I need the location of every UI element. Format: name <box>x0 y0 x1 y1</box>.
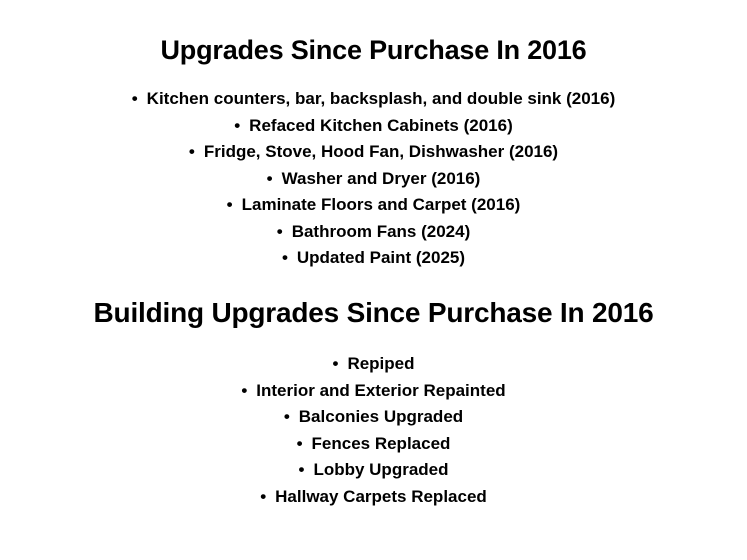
bullet-icon: • <box>131 89 138 109</box>
list-item-label: Fridge, Stove, Hood Fan, Dishwasher (2016) <box>203 142 559 162</box>
list-item-label: Balconies Upgraded <box>298 407 464 427</box>
bullet-icon: • <box>260 486 267 506</box>
list-item-label: Fences Replaced <box>311 433 451 453</box>
list-item <box>0 351 747 378</box>
list-item-label: Kitchen counters, bar, backsplash, and double sink (2016) <box>146 89 616 109</box>
list-item <box>0 457 747 484</box>
list-item <box>0 378 747 405</box>
building-upgrades-list <box>0 351 747 510</box>
list-item <box>0 404 747 431</box>
list-item-label: Repiped <box>347 354 415 374</box>
bullet-icon: • <box>283 407 290 427</box>
list-item <box>0 245 747 272</box>
section-building-upgrades <box>0 272 747 511</box>
list-item-label: Refaced Kitchen Cabinets (2016) <box>249 115 513 135</box>
section-title: Building Upgrades Since Purchase In 2016 <box>93 296 654 328</box>
bullet-icon: • <box>226 195 233 215</box>
list-item <box>0 86 747 113</box>
unit-upgrades-list <box>0 86 747 272</box>
list-item-label: Washer and Dryer (2016) <box>281 168 481 188</box>
bullet-icon: • <box>266 168 273 188</box>
list-item <box>0 192 747 219</box>
bullet-icon: • <box>234 115 241 135</box>
list-item-label: Interior and Exterior Repainted <box>256 380 506 400</box>
bullet-icon: • <box>241 380 248 400</box>
list-item <box>0 113 747 140</box>
bullet-icon: • <box>281 248 288 268</box>
page-title: Upgrades Since Purchase In 2016 <box>160 35 587 65</box>
list-item-label: Lobby Upgraded <box>313 460 449 480</box>
section-unit-upgrades <box>0 0 747 272</box>
bullet-icon: • <box>296 433 303 453</box>
list-item <box>0 166 747 193</box>
list-item-label: Updated Paint (2025) <box>296 248 466 268</box>
bullet-icon: • <box>332 354 339 374</box>
list-item <box>0 484 747 511</box>
list-item-label: Laminate Floors and Carpet (2016) <box>241 195 521 215</box>
list-item-label: Hallway Carpets Replaced <box>275 486 487 506</box>
list-item <box>0 431 747 458</box>
list-item <box>0 139 747 166</box>
bullet-icon: • <box>188 142 195 162</box>
list-item <box>0 219 747 246</box>
list-item-label: Bathroom Fans (2024) <box>291 221 471 241</box>
bullet-icon: • <box>298 460 305 480</box>
bullet-icon: • <box>276 221 283 241</box>
